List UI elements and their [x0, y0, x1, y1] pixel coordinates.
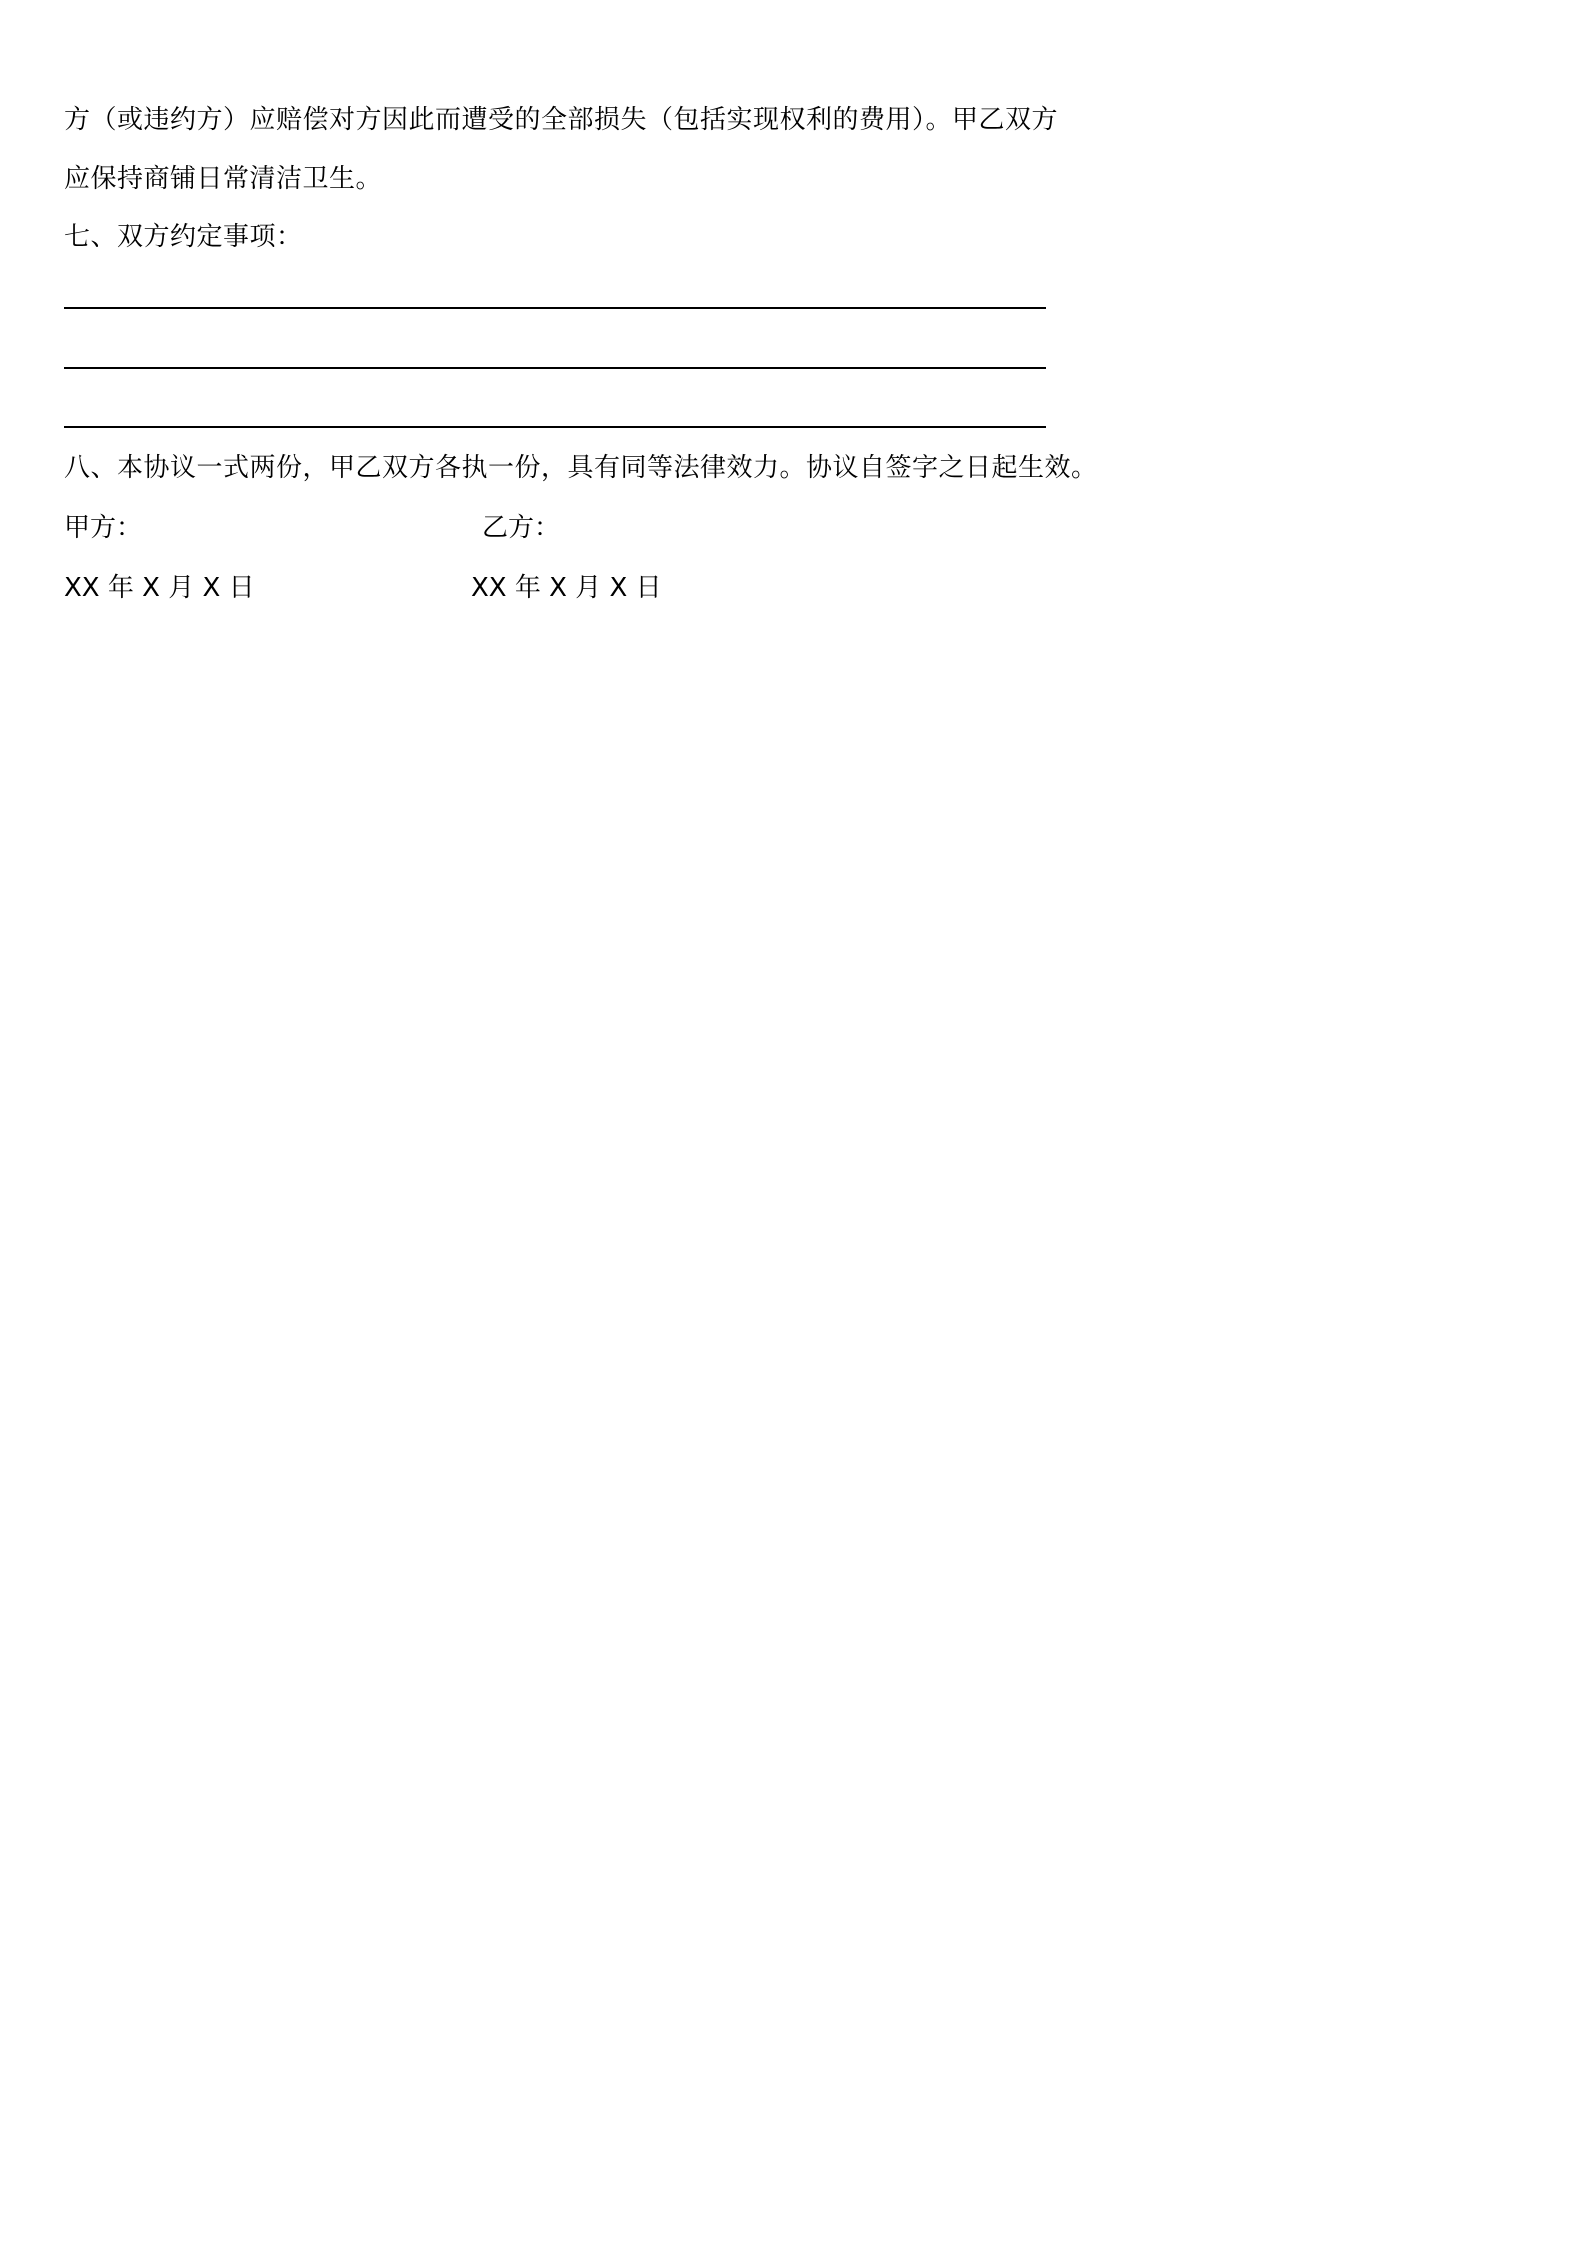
party-b-date: XX 年 X 月 X 日	[471, 573, 662, 603]
section-7-heading: 七、双方约定事项：	[64, 222, 303, 252]
party-b-signature-label: 乙方：	[482, 513, 561, 543]
document-page	[0, 0, 1103, 1561]
section-8-text: 八、本协议一式两份，甲乙双方各执一份，具有同等法律效力。协议自签字之日起生效。	[64, 453, 1098, 483]
fill-in-blank-line-3[interactable]	[64, 426, 1046, 428]
clause-text-line-1: 方（或违约方）应赔偿对方因此而遭受的全部损失（包括实现权利的费用）。甲乙双方	[64, 105, 1059, 135]
fill-in-blank-line-1[interactable]	[64, 307, 1046, 309]
party-a-signature-label: 甲方：	[64, 513, 143, 543]
party-a-date: XX 年 X 月 X 日	[64, 573, 255, 603]
fill-in-blank-line-2[interactable]	[64, 367, 1046, 369]
clause-text-line-2: 应保持商铺日常清洁卫生。	[64, 164, 383, 194]
